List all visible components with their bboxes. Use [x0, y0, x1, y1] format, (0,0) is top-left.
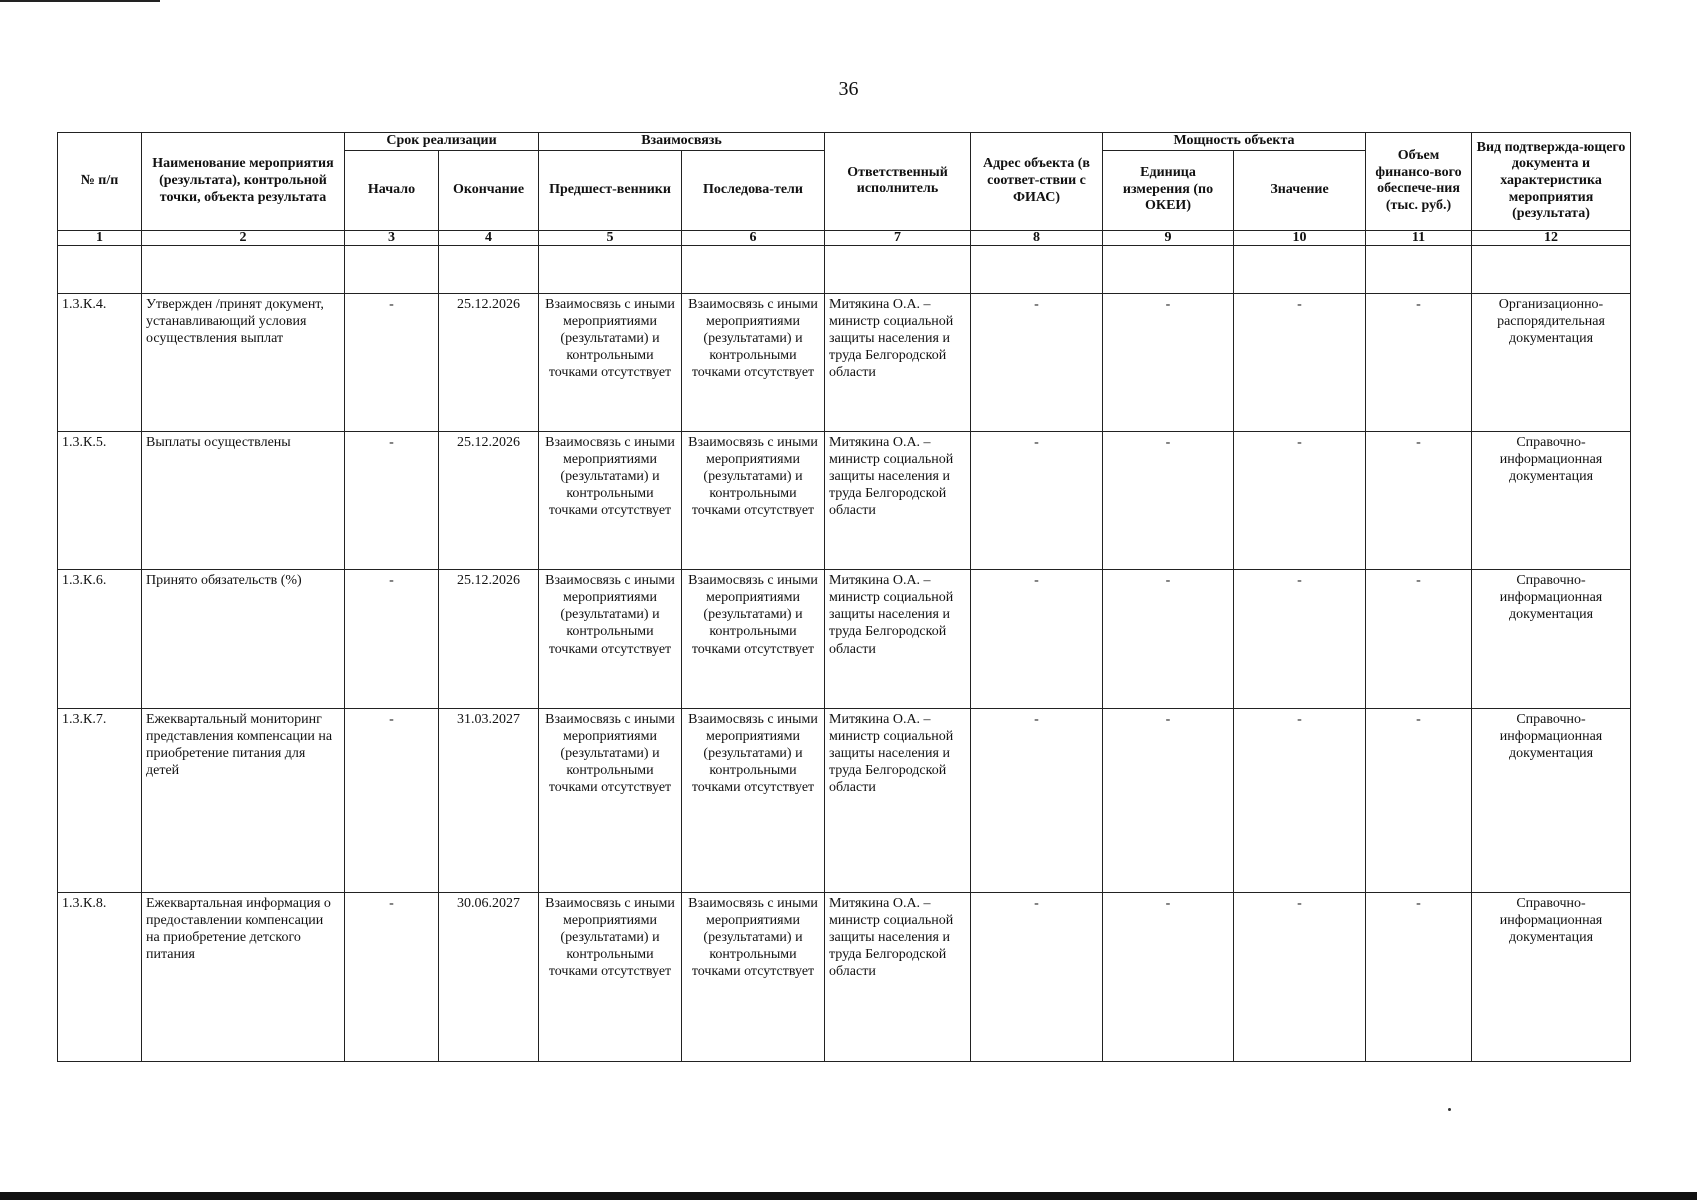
row-start: - — [345, 431, 439, 569]
header-link-pred: Предшест-венники — [539, 150, 682, 230]
row-start: - — [345, 708, 439, 892]
col-number: 1 — [58, 230, 142, 245]
empty-cell — [1472, 245, 1631, 293]
table-row — [58, 892, 1631, 1061]
col-number: 8 — [971, 230, 1103, 245]
row-doc-type: Справочно-информационная документация — [1472, 708, 1631, 892]
row-value: - — [1234, 570, 1366, 708]
row-address: - — [971, 570, 1103, 708]
row-value: - — [1234, 892, 1366, 1061]
row-value: - — [1234, 708, 1366, 892]
header-responsible: Ответственный исполнитель — [825, 133, 971, 231]
row-finance: - — [1366, 293, 1472, 431]
row-end: 25.12.2026 — [439, 570, 539, 708]
row-unit: - — [1103, 708, 1234, 892]
col-number: 2 — [142, 230, 345, 245]
table-row — [58, 293, 1631, 431]
row-name: Принято обязательств (%) — [142, 570, 345, 708]
header-power-group: Мощность объекта — [1103, 133, 1366, 151]
header-term-group: Срок реализации — [345, 133, 539, 151]
row-responsible: Митякина О.А. – министр социальной защиты населения и труда Белгородской области — [825, 570, 971, 708]
row-responsible: Митякина О.А. – министр социальной защиты населения и труда Белгородской области — [825, 293, 971, 431]
row-unit: - — [1103, 570, 1234, 708]
row-end: 25.12.2026 — [439, 431, 539, 569]
row-predecessors: Взаимосвязь с иными мероприятиями (результатами) и контрольными точками отсутствует — [539, 892, 682, 1061]
scan-bottom-edge — [0, 1192, 1697, 1200]
empty-cell — [439, 245, 539, 293]
row-address: - — [971, 431, 1103, 569]
col-number: 3 — [345, 230, 439, 245]
row-responsible: Митякина О.А. – министр социальной защиты населения и труда Белгородской области — [825, 708, 971, 892]
row-successors: Взаимосвязь с иными мероприятиями (результатами) и контрольными точками отсутствует — [682, 708, 825, 892]
row-responsible: Митякина О.А. – министр социальной защиты населения и труда Белгородской области — [825, 892, 971, 1061]
row-end: 31.03.2027 — [439, 708, 539, 892]
row-finance: - — [1366, 708, 1472, 892]
row-name: Ежеквартальный мониторинг представления компенсации на приобретение питания для детей — [142, 708, 345, 892]
row-start: - — [345, 892, 439, 1061]
row-name: Выплаты осуществлены — [142, 431, 345, 569]
empty-cell — [1234, 245, 1366, 293]
empty-cell — [1366, 245, 1472, 293]
header-power-value: Значение — [1234, 150, 1366, 230]
row-num: 1.3.К.8. — [58, 892, 142, 1061]
empty-cell — [345, 245, 439, 293]
scan-speck — [1448, 1108, 1451, 1111]
row-address: - — [971, 708, 1103, 892]
row-successors: Взаимосвязь с иными мероприятиями (результатами) и контрольными точками отсутствует — [682, 892, 825, 1061]
empty-cell — [58, 245, 142, 293]
col-number: 7 — [825, 230, 971, 245]
row-finance: - — [1366, 892, 1472, 1061]
table-row — [58, 570, 1631, 708]
row-unit: - — [1103, 431, 1234, 569]
row-predecessors: Взаимосвязь с иными мероприятиями (результатами) и контрольными точками отсутствует — [539, 293, 682, 431]
column-number-row — [58, 230, 1631, 245]
header-finance: Объем финансо-вого обеспече-ния (тыс. руб.) — [1366, 133, 1472, 231]
row-start: - — [345, 293, 439, 431]
row-successors: Взаимосвязь с иными мероприятиями (результатами) и контрольными точками отсутствует — [682, 293, 825, 431]
top-edge-line — [0, 0, 160, 2]
row-name: Ежеквартальная информация о предоставлении компенсации на приобретение детского питания — [142, 892, 345, 1061]
empty-cell — [682, 245, 825, 293]
header-row-1 — [58, 133, 1631, 151]
header-link-succ: Последова-тели — [682, 150, 825, 230]
empty-cell — [971, 245, 1103, 293]
col-number: 4 — [439, 230, 539, 245]
row-predecessors: Взаимосвязь с иными мероприятиями (результатами) и контрольными точками отсутствует — [539, 570, 682, 708]
row-doc-type: Справочно-информационная документация — [1472, 431, 1631, 569]
page-number: 36 — [838, 78, 859, 100]
col-number: 12 — [1472, 230, 1631, 245]
row-num: 1.3.К.6. — [58, 570, 142, 708]
header-name: Наименование мероприятия (результата), контрольной точки, объекта результата — [142, 133, 345, 231]
row-unit: - — [1103, 293, 1234, 431]
row-responsible: Митякина О.А. – министр социальной защиты населения и труда Белгородской области — [825, 431, 971, 569]
row-value: - — [1234, 431, 1366, 569]
empty-cell — [1103, 245, 1234, 293]
row-address: - — [971, 892, 1103, 1061]
row-name: Утвержден /принят документ, устанавливающий условия осуществления выплат — [142, 293, 345, 431]
row-address: - — [971, 293, 1103, 431]
row-doc-type: Справочно-информационная документация — [1472, 570, 1631, 708]
row-num: 1.3.К.7. — [58, 708, 142, 892]
header-link-group: Взаимосвязь — [539, 133, 825, 151]
header-term-start: Начало — [345, 150, 439, 230]
row-successors: Взаимосвязь с иными мероприятиями (результатами) и контрольными точками отсутствует — [682, 570, 825, 708]
row-value: - — [1234, 293, 1366, 431]
row-predecessors: Взаимосвязь с иными мероприятиями (результатами) и контрольными точками отсутствует — [539, 708, 682, 892]
header-doc-type: Вид подтвержда-ющего документа и характеристика мероприятия (результата) — [1472, 133, 1631, 231]
row-doc-type: Справочно-информационная документация — [1472, 892, 1631, 1061]
header-power-unit: Единица измерения (по ОКЕИ) — [1103, 150, 1234, 230]
row-predecessors: Взаимосвязь с иными мероприятиями (результатами) и контрольными точками отсутствует — [539, 431, 682, 569]
row-finance: - — [1366, 570, 1472, 708]
row-start: - — [345, 570, 439, 708]
row-successors: Взаимосвязь с иными мероприятиями (результатами) и контрольными точками отсутствует — [682, 431, 825, 569]
row-end: 25.12.2026 — [439, 293, 539, 431]
plan-table — [57, 132, 1631, 1062]
row-finance: - — [1366, 431, 1472, 569]
empty-cell — [539, 245, 682, 293]
empty-row — [58, 245, 1631, 293]
col-number: 10 — [1234, 230, 1366, 245]
row-num: 1.3.К.4. — [58, 293, 142, 431]
col-number: 5 — [539, 230, 682, 245]
header-address: Адрес объекта (в соответ-ствии с ФИАС) — [971, 133, 1103, 231]
row-num: 1.3.К.5. — [58, 431, 142, 569]
table-row — [58, 431, 1631, 569]
col-number: 11 — [1366, 230, 1472, 245]
header-term-end: Окончание — [439, 150, 539, 230]
col-number: 9 — [1103, 230, 1234, 245]
table-row — [58, 708, 1631, 892]
row-unit: - — [1103, 892, 1234, 1061]
header-num: № п/п — [58, 133, 142, 231]
empty-cell — [142, 245, 345, 293]
row-end: 30.06.2027 — [439, 892, 539, 1061]
empty-cell — [825, 245, 971, 293]
row-doc-type: Организационно-распорядительная документация — [1472, 293, 1631, 431]
col-number: 6 — [682, 230, 825, 245]
